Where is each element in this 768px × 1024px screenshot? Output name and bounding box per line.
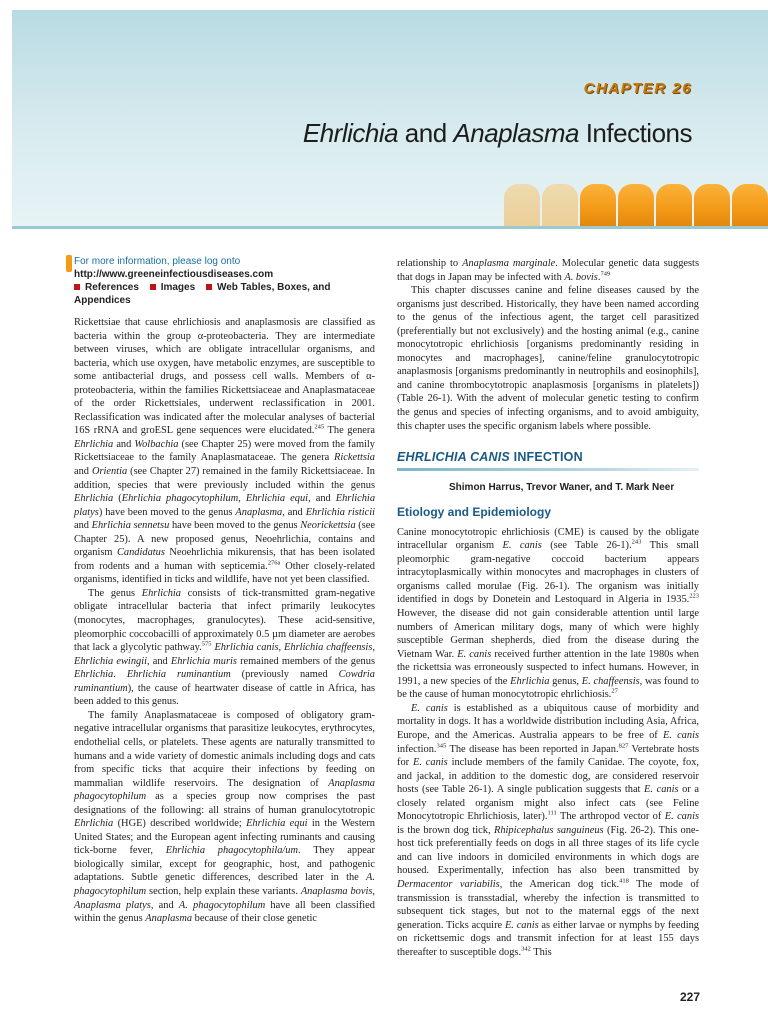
bullet-square-icon	[74, 284, 80, 290]
banner-divider	[12, 226, 768, 229]
section-authors: Shimon Harrus, Trevor Waner, and T. Mark Neer	[449, 481, 675, 493]
paragraph-continued: relationship to Anaplasma marginale. Molecular genetic data suggests that dogs in Japan may be infected with A. bovis.$^{749}$	[397, 258, 699, 283]
decorative-tab	[618, 184, 654, 226]
paragraph-genus-ehrlichia: The genus Ehrlichia consists of tick-transmitted gram-negative obligate intracellular bacteria that infect primarily leukocytes (monocytes, macrophages, granulocytes). These acid-sensitive, pleomorphic coccobacilli of approximately 0.5 µm diameter are aerobes that lack a glycolytic pathway.$^{575}$ Ehrlichia canis, Ehrlichia chaffeensis, Ehrlichia ewingii, and Ehrlichia muris remained members of the genus Ehrlichia. Ehrlichia ruminantium (previously named Cowdria ruminantium), the cause of heartwater disease of cattle in Africa, has been added to this genus.	[74, 587, 376, 708]
references-link[interactable]: References	[85, 282, 139, 293]
chapter-label: CHAPTER 26	[583, 80, 692, 97]
website-link[interactable]: http://www.greeneinfectiousdiseases.com	[74, 269, 274, 280]
subsection-heading: Etiology and Epidemiology	[397, 505, 552, 520]
chapter-title-genus2: Anaplasma	[453, 118, 579, 148]
decorative-tab	[694, 184, 730, 226]
resource-links	[74, 281, 384, 307]
section-heading: EHRLICHIA CANIS INFECTION	[397, 451, 699, 471]
chapter-title-genus1: Ehrlichia	[302, 118, 399, 148]
paragraph-intro: Rickettsiae that cause ehrlichiosis and anaplasmosis are classified as bacteria within the group α-proteobacteria. They are intermediate between viruses, which are obligate intracellular organisms, and bacteria, which use oxygen, have metabolic enzymes, are susceptible to some antibacterial drugs, and possess cell walls. Members of α-proteobacteria, within the families Rickettsiaceae and Anaplasmataceae of the order Rickettsiales, underwent reclassification in 2001. Reclassification was indicated after the molecular analyses of bacterial 16S rRNA and groESL gene sequences were elucidated.$^{245}$ The genera Ehrlichia and Wolbachia (see Chapter 25) were moved from the family Rickettsiaceae to the family Anaplasmataceae. The genera Rickettsia and Orientia (see Chapter 27) remained in the family Rickettsiaceae. In addition, species that were previously included within the genus Ehrlichia (Ehrlichia phagocytophilum, Ehrlichia equi, and Ehrlichia platys) have been moved to the genus Anaplasma, and Ehrlichia risticii and Ehrlichia sennetsu have been moved to the genus Neorickettsia (see Chapter 25). A new proposed genus, Neoehrlichia, contains and organism Candidatus Neoehrlichia mikurensis, that has been isolated from rodents and a human with septicemia.$^{276a}$ Other closely-related organisms, identified in ticks and wildlife, have not yet been classified.	[74, 317, 376, 586]
decorative-tab	[580, 184, 616, 226]
decorative-tab	[542, 184, 578, 226]
images-link[interactable]: Images	[160, 282, 196, 293]
decorative-tab	[656, 184, 692, 226]
info-tab-marker	[66, 255, 72, 272]
decorative-tab	[504, 184, 540, 226]
paragraph-anaplasmataceae: The family Anaplasmataceae is composed of obligatory gram-negative intracellular organisms that parasitize leukocytes, erythrocytes, endothelial cells, or platelets. These agents are naturally transmitted to humans and a wide variety of domestic animals including dogs and cats from specific ticks that acquire their infections by feeding on mammalian wildlife reservoirs. The designation of Anaplasma phagocytophilum as a species group now comprises the past designations of the following: all strains of human granulocytotropic Ehrlichia (HGE) described worldwide; Ehrlichia equi in the Western United States; and the European agent infecting ruminants and causing tick-borne fever, Ehrlichia phagocytophila/um. They appear biologically similar, except for geographic, host, and pathogenic adaptations. Subtle genetic differences, described later in the A. phagocytophilum section, help explain these variants. Anaplasma bovis, Anaplasma platys, and A. phagocytophilum have all been classified within the genus Anaplasma because of their close genetic	[74, 709, 375, 925]
right-column	[397, 257, 699, 959]
bullet-square-icon	[150, 284, 156, 290]
more-info-text: For more information, please log onto	[74, 256, 241, 267]
web-tables-link[interactable]: Web Tables, Boxes, and Appendices	[74, 282, 331, 306]
paragraph-epidemiology: E. canis is established as a ubiquitous cause of morbidity and mortality in dogs. It has a worldwide distribution including Asia, Africa, Europe, and the Americas. Australia appears to be free of E. canis infection.$^{345}$ The disease has been reported in Japan.$^{827}$ Vertebrate hosts for E. canis include members of the family Canidae. The coyote, fox, and jackal, in addition to the domestic dog, are considered reservoir hosts (see Table 26-1). A single publication suggests that E. canis or a closely related organism might also infect cats (see Feline Monocytotropic Ehrlichiosis, later).$^{111}$ The arthropod vector of E. canis is the brown dog tick, Rhipicephalus sanguineus (Fig. 26-2). This one-host tick preferentially feeds on dogs in all three stages of its life cycle and can live indoors in domiciled environments in which dogs are housed. Experimentally, infection has also been transmitted by Dermacentor variabilis, the American dog tick.$^{418}$ The mode of transmission is transstadial, whereby the infection is transmitted to subsequent tick stages, but not to the maternal eggs of the next generation. Ticks acquire E. canis as either larvae or nymphs by feeding on rickettsemic dogs and transmit infection for at least 155 days thereafter to susceptible dogs.$^{342}$ This	[397, 702, 700, 958]
bullet-square-icon	[206, 284, 212, 290]
section-rule	[397, 468, 699, 471]
chapter-banner	[12, 10, 768, 226]
page-number: 227	[679, 990, 700, 1004]
chapter-title	[303, 118, 692, 149]
chapter-title-and: and	[398, 118, 454, 148]
paragraph-etiology: Canine monocytotropic ehrlichiosis (CME) is caused by the obligate intracellular organism E. canis (see Table 26-1).$^{243}$ This small pleomorphic gram-negative coccoid bacterium appears intracytoplasmically within monocytes and macrophages in clusters of organisms called morulae (Fig. 26-1). The organism was initially identified in dogs by Donetein and Lestoquard in Algeria in 1935.$^{223}$ However, the disease did not gain considerable attention until large numbers of American military dogs, many of which were highly susceptible German shepherds, died from the disease during the Vietnam War. E. canis received further attention in the late 1980s when the rickettsia was erroneously suspected to infect humans. However, in 1991, a new species of the Ehrlichia genus, E. chaffeensis, was found to be the cause of human monocytotropic ehrlichiosis.$^{27}$	[397, 526, 699, 701]
decorative-tabs	[502, 182, 768, 226]
chapter-title-suffix: Infections	[578, 118, 692, 148]
decorative-tab	[732, 184, 768, 226]
online-info-box	[74, 255, 384, 307]
paragraph-chapter-scope: This chapter discusses canine and feline diseases caused by the organisms just described. Historically, they have been named according to the genus of the infectious agent, the target cell parasitized (preferentially but not exclusively) and the hosting animal (e.g., canine monocytotropic ehrlichiosis [organisms predominantly residing in monocytes and macrophages], canine/feline granulocytotropic anaplasmosis [organisms predominantly in neutrophils and eosinophils], and canine thrombocytotropic anaplasmosis [organisms in platelets]) (Table 26-1). With the advent of molecular genetic testing to confirm the genus and species of infecting organisms, and to avoid ambiguity, this chapter uses the specific organism labels where possible.	[397, 285, 699, 432]
left-column	[74, 316, 375, 926]
